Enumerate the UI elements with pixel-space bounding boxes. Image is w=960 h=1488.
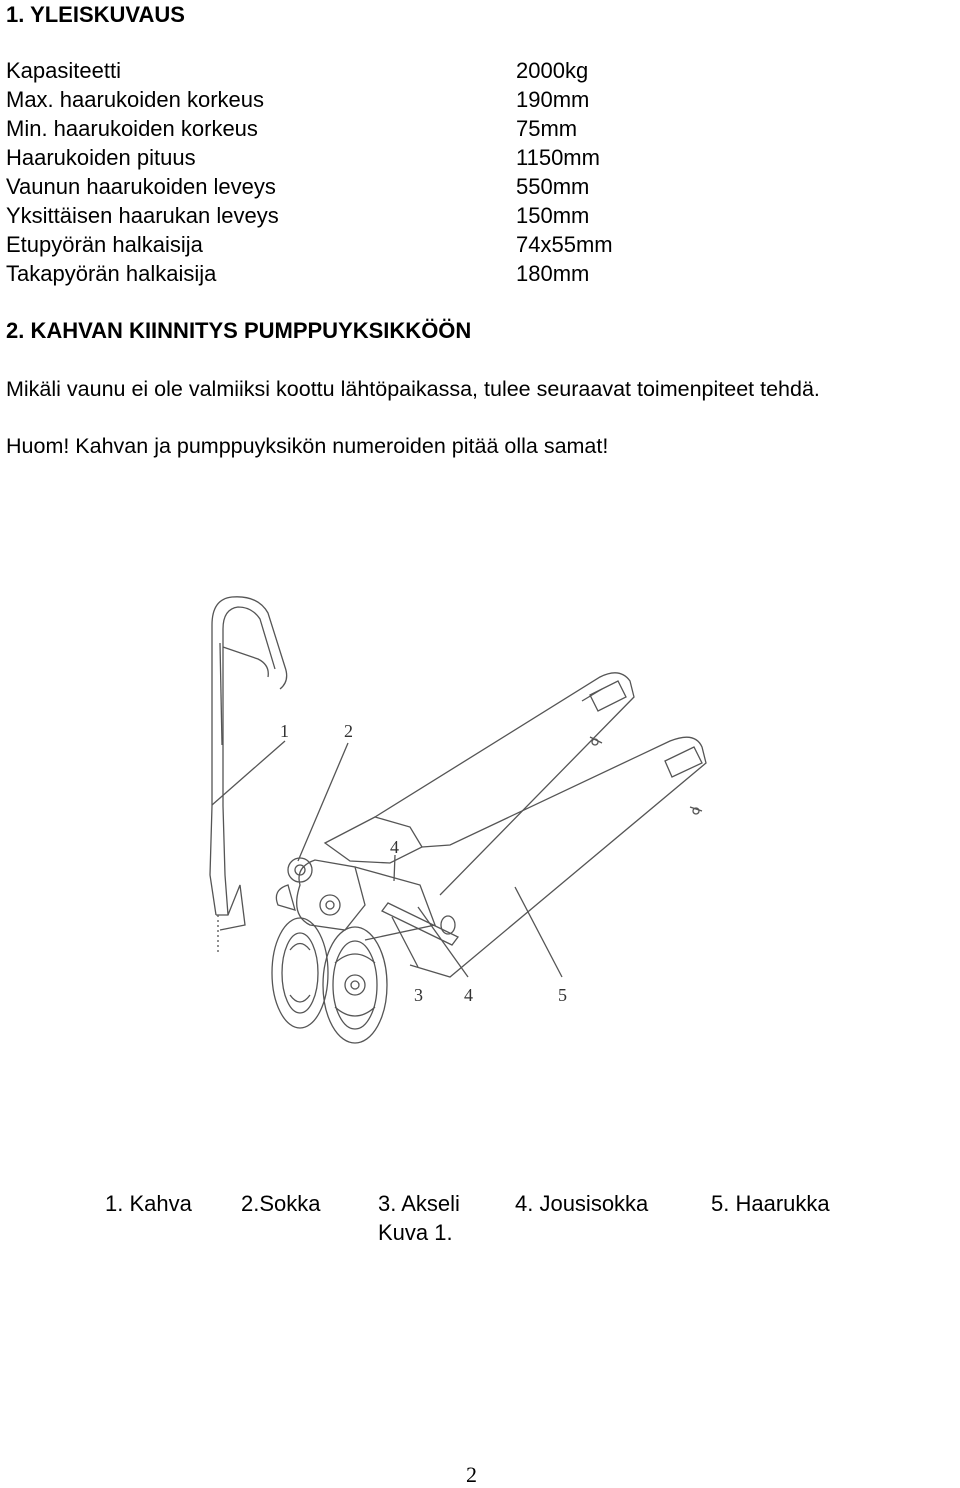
callout-5: 5 [558, 985, 567, 1005]
part-legend-5: 5. Haarukka [711, 1191, 830, 1216]
spec-label: Takapyörän halkaisija [6, 261, 217, 286]
callout-2: 2 [344, 721, 353, 741]
callout-1: 1 [280, 721, 289, 741]
part-legend-3: 3. Akseli [378, 1191, 460, 1216]
spec-value: 74x55mm [516, 232, 613, 257]
spec-label: Max. haarukoiden korkeus [6, 87, 265, 112]
part-legend-2: 2.Sokka [241, 1191, 321, 1216]
callout-4a: 4 [390, 837, 399, 857]
spec-label: Yksittäisen haarukan leveys [6, 203, 279, 228]
figure-caption: Kuva 1. [378, 1220, 453, 1245]
spec-value: 150mm [516, 203, 590, 228]
page-number: 2 [466, 1462, 477, 1487]
spec-label: Kapasiteetti [6, 58, 121, 83]
spec-value: 1150mm [516, 145, 600, 170]
callout-4b: 4 [464, 985, 473, 1005]
part-legend-4: 4. Jousisokka [515, 1191, 649, 1216]
spec-values [516, 56, 613, 288]
spec-value: 190mm [516, 87, 590, 112]
spec-label: Vaunun haarukoiden leveys [6, 174, 276, 199]
note-text: Huom! Kahvan ja pumppuyksikön numeroiden pitää olla samat! [6, 434, 609, 458]
spec-label: Haarukoiden pituus [6, 145, 196, 170]
spec-value: 75mm [516, 116, 578, 141]
section-heading-1: 1. YLEISKUVAUS [6, 2, 185, 27]
section-heading-2: 2. KAHVAN KIINNITYS PUMPPUYKSIKKÖÖN [6, 318, 472, 343]
spec-value: 180mm [516, 261, 590, 286]
instruction-paragraph: Mikäli vaunu ei ole valmiiksi koottu lähtöpaikassa, tulee seuraavat toimenpiteet tehdä. [6, 377, 820, 401]
spec-label: Min. haarukoiden korkeus [6, 116, 258, 141]
spec-value: 550mm [516, 174, 590, 199]
part-legend-1: 1. Kahva [105, 1191, 192, 1216]
pallet-truck-illustration [150, 585, 810, 1045]
spec-label: Etupyörän halkaisija [6, 232, 203, 257]
spec-value: 2000kg [516, 58, 589, 83]
spec-labels [6, 56, 279, 288]
callout-3: 3 [414, 985, 423, 1005]
